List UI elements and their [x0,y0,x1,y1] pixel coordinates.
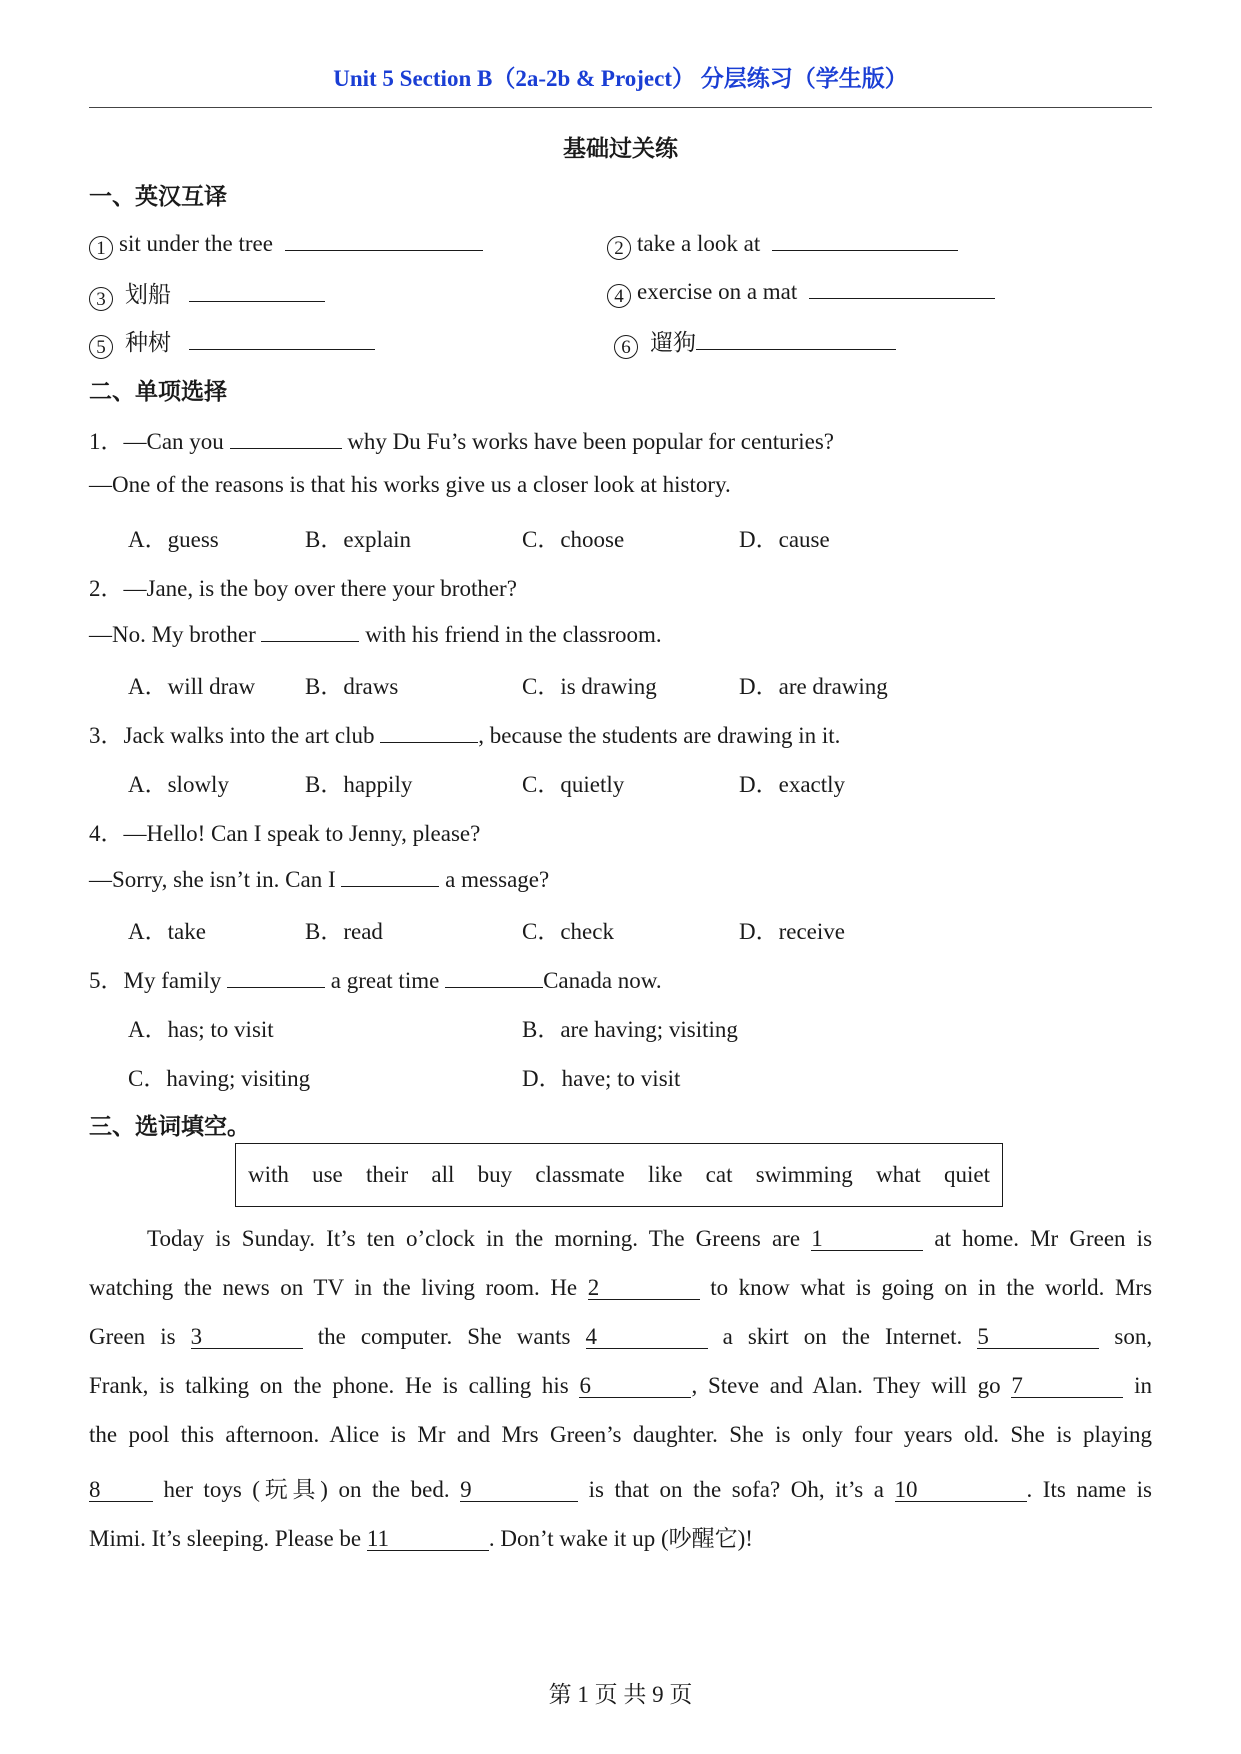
option-d[interactable]: D．are drawing [739,674,888,699]
fill-blank-2[interactable]: 2 [588,1277,700,1300]
option-a[interactable]: A．guess [128,527,219,552]
option-d[interactable]: D．exactly [739,772,846,797]
fill-blank-10[interactable]: 10 [895,1479,1027,1502]
question-3 [89,717,840,750]
fill-blank-7[interactable]: 7 [1011,1375,1123,1398]
question-4: 4．—Hello! Can I speak to Jenny, please? [89,821,481,846]
circled-number: 6 [614,335,638,359]
circled-number: 2 [607,236,631,260]
answer-blank[interactable] [341,864,439,887]
word-bank-box [235,1143,1003,1207]
item-text: take a look at [637,231,761,256]
fill-blank-1[interactable]: 1 [811,1228,923,1251]
option-b[interactable]: B．explain [305,527,412,552]
word-bank-item: like [647,1162,683,1187]
option-a[interactable]: A．has; to visit [128,1017,274,1042]
translation-item-5 [89,324,375,359]
translation-item-1 [89,228,483,260]
option-c[interactable]: C．check [522,919,614,944]
translation-item-6 [614,324,896,359]
passage-line-3 [89,1324,1152,1350]
passage-text: Mimi. It’s sleeping. Please be [89,1526,362,1551]
passage-text: Frank, is talking on the phone. He is calling his [89,1373,569,1398]
fill-blank-5[interactable]: 5 [977,1326,1099,1349]
passage-text: her toys (玩具) on the bed. [163,1477,450,1502]
answer-blank[interactable] [772,228,958,251]
section2-heading: 二、单项选择 [89,379,227,404]
option-d[interactable]: D．cause [739,527,830,552]
translation-item-3 [89,276,325,311]
option-c[interactable]: C．choose [522,527,625,552]
passage-text: , Steve and Alan. They will go [691,1373,1001,1398]
question-5 [89,962,662,995]
question-text: 5．My family [89,968,222,993]
answer-blank[interactable] [230,426,342,449]
question-text: a great time [330,968,440,993]
word-bank-item: with [248,1162,289,1187]
answer-blank[interactable] [696,327,896,350]
fill-blank-11[interactable]: 11 [367,1528,489,1551]
word-bank-item: buy [477,1162,513,1187]
option-a[interactable]: A．will draw [128,674,256,699]
circled-number: 5 [89,335,113,359]
fill-blank-6[interactable]: 6 [579,1375,691,1398]
passage-text: in [1134,1373,1153,1398]
word-bank-item: use [312,1162,343,1187]
option-b[interactable]: B．read [305,919,383,944]
passage-text: watching the news on TV in the living room. He [89,1275,578,1300]
fill-blank-4[interactable]: 4 [586,1326,708,1349]
option-c[interactable]: C．having; visiting [128,1066,311,1091]
page-subtitle: 基础过关练 [563,136,678,161]
word-bank-item: quiet [943,1162,990,1187]
circled-number: 3 [89,287,113,311]
passage-line-6 [89,1471,1152,1504]
translation-item-2 [607,228,958,260]
passage-text: at home. Mr Green is [934,1226,1153,1251]
passage-text: son, [1114,1324,1153,1349]
option-a[interactable]: A．take [128,919,206,944]
answer-blank[interactable] [189,279,325,302]
question-text: 3．Jack walks into the art club [89,723,375,748]
passage-text: a skirt on the Internet. [722,1324,963,1349]
passage-line-2 [89,1275,1152,1301]
word-bank-item: cat [705,1162,733,1187]
option-b[interactable]: B．are having; visiting [522,1017,738,1042]
passage-line-1 [89,1226,1152,1252]
circled-number: 1 [89,236,113,260]
option-d[interactable]: D．receive [739,919,845,944]
question-text: 1．—Can you [89,429,224,454]
item-text: 种树 [125,330,171,355]
question-4-reply [89,864,549,893]
passage-text: the computer. She wants [317,1324,571,1349]
question-text: with his friend in the classroom. [365,622,662,647]
fill-blank-8[interactable]: 8 [89,1479,153,1502]
question-1 [89,423,834,456]
question-text: —No. My brother [89,622,256,647]
word-bank-item: all [431,1162,455,1187]
item-text: exercise on a mat [637,279,798,304]
answer-blank[interactable] [809,276,995,299]
fill-blank-9[interactable]: 9 [460,1479,578,1502]
word-bank-item: classmate [535,1162,625,1187]
option-c[interactable]: C．quietly [522,772,625,797]
item-text: sit under the tree [119,231,273,256]
circled-number: 4 [607,284,631,308]
question-1-reply: —One of the reasons is that his works give us a closer look at history. [89,472,731,497]
option-c[interactable]: C．is drawing [522,674,657,699]
item-text: 遛狗 [650,330,696,355]
passage-text: is that on the sofa? Oh, it’s a [588,1477,884,1502]
passage-text: . Don’t wake it up (吵醒它)! [488,1526,753,1551]
question-text: why Du Fu’s works have been popular for centuries? [347,429,835,454]
answer-blank[interactable] [261,619,359,642]
passage-text: to know what is going on in the world. Mrs [710,1275,1153,1300]
section1-heading: 一、英汉互译 [89,184,227,209]
option-d[interactable]: D．have; to visit [522,1066,681,1091]
fill-blank-3[interactable]: 3 [191,1326,303,1349]
passage-text: Today is Sunday. It’s ten o’clock in the morning. The Greens are [147,1226,801,1251]
page-title: Unit 5 Section B（2a-2b & Project） 分层练习（学生版） [333,66,908,91]
question-text: a message? [445,867,550,892]
passage-line-7 [89,1520,1152,1553]
item-text: 划船 [125,282,171,307]
answer-blank[interactable] [285,228,483,251]
section3-heading: 三、选词填空。 [89,1114,250,1139]
word-bank-item: what [876,1162,921,1187]
answer-blank[interactable] [189,327,375,350]
passage-line-4 [89,1373,1152,1399]
passage-line-5: the pool this afternoon. Alice is Mr and Mrs Green’s daughter. She is only four years old. She is playing [89,1422,1152,1447]
answer-blank[interactable] [380,720,478,743]
question-text: —Sorry, she isn’t in. Can I [89,867,336,892]
question-2-reply [89,619,662,648]
answer-blank[interactable] [445,965,543,988]
option-b[interactable]: B．draws [305,674,399,699]
passage-text: . Its name is [1026,1477,1153,1502]
passage-text: Green is [89,1324,176,1349]
word-bank-item: swimming [755,1162,853,1187]
question-2: 2．—Jane, is the boy over there your brother? [89,576,517,601]
question-text: Canada now. [543,968,662,993]
word-bank-item: their [366,1162,409,1187]
page-number: 第 1 页 共 9 页 [548,1682,693,1707]
option-b[interactable]: B．happily [305,772,413,797]
translation-item-4 [607,276,995,308]
option-a[interactable]: A．slowly [128,772,229,797]
header-divider [89,107,1152,108]
answer-blank[interactable] [227,965,325,988]
question-text: , because the students are drawing in it. [478,723,841,748]
